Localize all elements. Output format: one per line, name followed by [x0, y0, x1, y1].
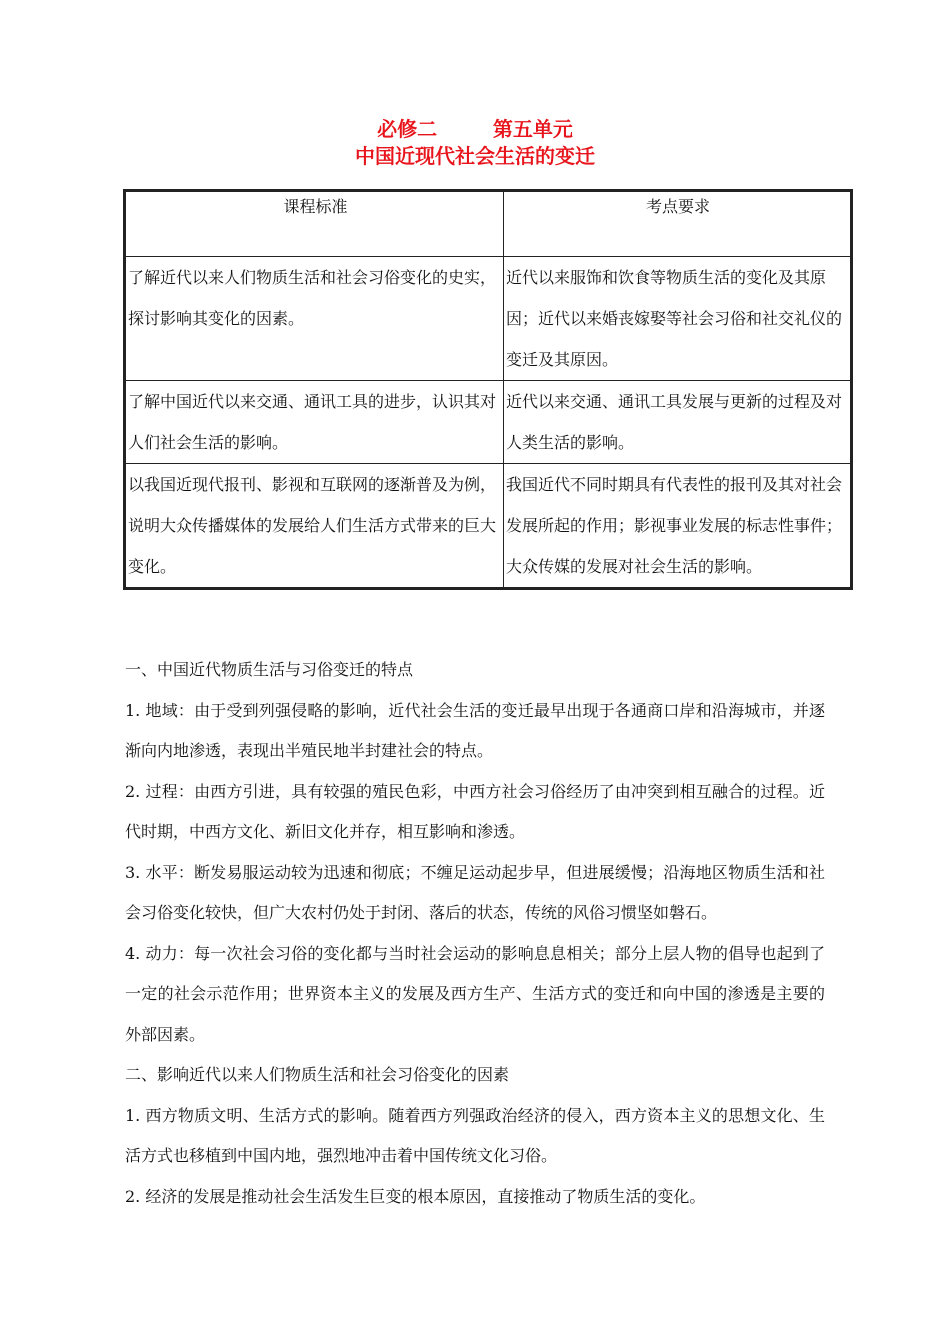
unit-subtitle: 中国近现代社会生活的变迁: [355, 144, 595, 168]
table-cell: 了解中国近代以来交通、通讯工具的进步，认识其对人们社会生活的影响。: [126, 381, 504, 464]
table-cell: 我国近代不同时期具有代表性的报刊及其对社会发展所起的作用；影视事业发展的标志性事件；大众传媒的发展对社会生活的影响。: [504, 464, 851, 588]
paragraph: 4. 动力：每一次社会习俗的变化都与当时社会运动的影响息息相关；部分上层人物的倡导也起到了一定的社会示范作用；世界资本主义的发展及西方生产、生活方式的变迁和向中国的渗透是主要的外部因素。: [125, 943, 825, 1044]
paragraph: 2. 过程：由西方引进，具有较强的殖民色彩，中西方社会习俗经历了由冲突到相互融合的过程。近代时期，中西方文化、新旧文化并存，相互影响和渗透。: [125, 781, 825, 841]
table-row: [126, 464, 851, 588]
paragraph: 1. 西方物质文明、生活方式的影响。随着西方列强政治经济的侵入，西方资本主义的思想文化、生活方式也移植到中国内地，强烈地冲击着中国传统文化习俗。: [125, 1105, 825, 1165]
column-header-standard: 课程标准: [126, 192, 504, 257]
table-cell: 以我国近现代报刊、影视和互联网的逐渐普及为例，说明大众传播媒体的发展给人们生活方式带来的巨大变化。: [126, 464, 504, 588]
table-cell: 近代以来交通、通讯工具发展与更新的过程及对人类生活的影响。: [504, 381, 851, 464]
paragraph: 3. 水平：断发易服运动较为迅速和彻底；不缠足运动起步早，但进展缓慢；沿海地区物质生活和社会习俗变化较快，但广大农村仍处于封闭、落后的状态，传统的风俗习惯坚如磐石。: [125, 862, 825, 922]
unit-title: 必修二 第五单元: [377, 117, 573, 141]
table-header-row: [126, 192, 851, 257]
paragraph: 2. 经济的发展是推动社会生活发生巨变的根本原因，直接推动了物质生活的变化。: [125, 1186, 706, 1206]
curriculum-table: [125, 191, 851, 588]
paragraph: 1. 地域：由于受到列强侵略的影响，近代社会生活的变迁最早出现于各通商口岸和沿海城市，并逐渐向内地渗透，表现出半殖民地半封建社会的特点。: [125, 700, 825, 760]
table-cell: 了解近代以来人们物质生活和社会习俗变化的史实，探讨影响其变化的因素。: [126, 257, 504, 381]
table-cell: 近代以来服饰和饮食等物质生活的变化及其原因；近代以来婚丧嫁娶等社会习俗和社交礼仪的变迁及其原因。: [504, 257, 851, 381]
section-heading: 一、中国近代物质生活与习俗变迁的特点: [125, 660, 414, 679]
column-header-requirements: 考点要求: [504, 192, 851, 257]
table-row: [126, 257, 851, 381]
body-text: [125, 650, 825, 1217]
table-row: [126, 381, 851, 464]
section-heading: 二、影响近代以来人们物质生活和社会习俗变化的因素: [125, 1065, 510, 1084]
